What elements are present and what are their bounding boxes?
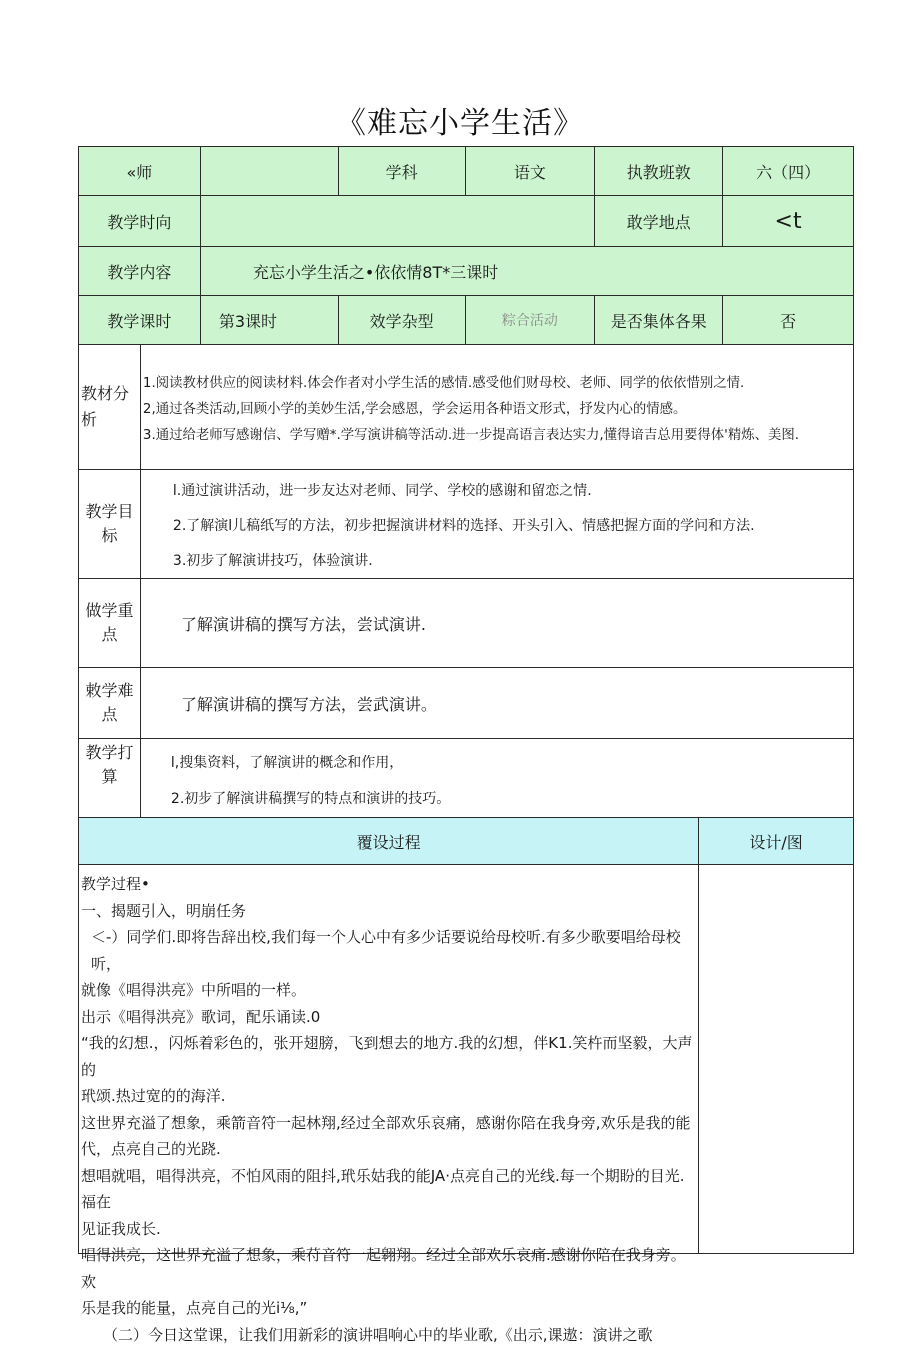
process-line: 一、揭题引入，明崩任务 <box>81 898 246 925</box>
process-line: ＜-）同学们.即将告辞出校,我们每一个人心中有多少话要说给母校听.有多少歌要唱给母校听， <box>81 924 696 977</box>
row-teacher <box>78 146 854 195</box>
process-header-right: 设计/图 <box>699 818 854 864</box>
goals-label: 教学目标 <box>79 470 141 578</box>
process-notes <box>699 865 854 1253</box>
lesson-plan-table <box>78 146 854 1254</box>
prep-content <box>141 739 854 817</box>
process-content <box>79 865 699 1253</box>
row-key <box>78 578 854 667</box>
prep-label: 教学打算 <box>79 739 141 817</box>
collective-value: 否 <box>723 296 854 344</box>
goal-line: 3.初步了解演讲技巧，体验演讲. <box>173 544 373 579</box>
type-value: 粽合活动 <box>466 296 596 344</box>
prep-line: 2.初步了解演讲稿撰写的特点和演讲的技巧。 <box>171 781 450 817</box>
place-label: 敢学地点 <box>595 196 723 246</box>
process-line: 这世界充溢了想象，乘箭音符一起林翔,经过全部欢乐哀痛，感谢你陪在我身旁,欢乐是我的能 <box>81 1110 691 1137</box>
key-content: 了解演讲稿的撰写方法，尝试演讲. <box>141 579 854 667</box>
row-process-header <box>78 817 854 864</box>
process-line: 代，点亮自己的光跷. <box>81 1136 221 1163</box>
analysis-line: 1.阅读教材供应的阅读材料.体会作者对小学生活的感情.感受他们财母校、老师、同学的依依惜别之情. <box>143 371 744 397</box>
subject-value: 语文 <box>466 147 596 195</box>
analysis-line: 3.通过给老师写感谢信、学写赠*.学写演讲稿等活动.进一步提高语言表达实力,懂得谙吉总用要得体'精炼、美图. <box>143 423 799 449</box>
goals-content <box>141 470 854 578</box>
process-line: 出示《唱得洪亮》歌词，配乐诵读.0 <box>81 1004 320 1031</box>
time-value <box>201 196 595 246</box>
difficulty-content: 了解演讲稿的撰写方法，尝武演讲。 <box>141 668 854 738</box>
row-goals <box>78 469 854 578</box>
process-line: 见证我成长. <box>81 1216 161 1243</box>
collective-label: 是否集体各果 <box>595 296 723 344</box>
subject-label: 学科 <box>339 147 466 195</box>
period-value: 第3课时 <box>201 296 339 344</box>
document-title: 《难忘小学生活》 <box>0 98 920 142</box>
goal-line: l.通过演讲活动，进一步友达对老师、同学、学校的感谢和留恋之情. <box>173 474 592 509</box>
process-line: 乐是我的能量，点亮自己的光i⅛,” <box>81 1295 307 1322</box>
type-label: 效学杂型 <box>339 296 466 344</box>
analysis-content <box>141 345 854 469</box>
process-line: （二）今日这堂课，让我们用新彩的演讲唱响心中的毕业歌,《出示,课遨：演讲之歌 <box>81 1322 653 1348</box>
process-header-left: 覆设过程 <box>79 818 699 864</box>
analysis-label: 教材分析 <box>79 345 141 469</box>
content-label: 教学内容 <box>79 247 201 295</box>
goal-line: 2.了解演l儿稿纸写的方法，初步把握演讲材料的选择、开头引入、情感把握方面的学问和方法. <box>173 509 755 544</box>
row-content <box>78 246 854 295</box>
content-value: 充忘小学生活之•依依情8T*三课时 <box>201 247 854 295</box>
process-line: 想唱就唱，唱得洪亮，不怕风雨的阻抖,玳乐姑我的能JA·点亮自己的光线.每一个期盼的目光.福在 <box>81 1163 696 1216</box>
row-analysis <box>78 344 854 469</box>
row-prep <box>78 738 854 817</box>
key-label: 做学重点 <box>79 579 141 667</box>
process-line: 就像《唱得洪亮》中所唱的一样。 <box>81 977 306 1004</box>
process-line: 玳颂.热过宽的的海洋. <box>81 1083 226 1110</box>
period-label: 教学课时 <box>79 296 201 344</box>
row-time <box>78 195 854 246</box>
analysis-line: 2,通过各类活动,回顾小学的美妙生活,学会感恩，学会运用各种语文形式，抒发内心的情感。 <box>143 397 687 423</box>
process-line: “我的幻想.，闪烁着彩色的，张开翅膀，飞到想去的地方.我的幻想，伴K1.笑杵而坚毅，大声的 <box>81 1030 696 1083</box>
row-period <box>78 295 854 344</box>
row-difficulty <box>78 667 854 738</box>
prep-line: l,搜集资料，了解演讲的概念和作用， <box>171 745 403 781</box>
teacher-label: «师 <box>79 147 201 195</box>
row-process <box>78 864 854 1254</box>
process-line: 教学过程• <box>81 871 150 898</box>
teacher-value <box>201 147 339 195</box>
place-value: <t <box>723 196 854 246</box>
class-value: 六（四） <box>723 147 854 195</box>
difficulty-label: 敕学难点 <box>79 668 141 738</box>
time-label: 教学时向 <box>79 196 201 246</box>
process-line: 唱得洪亮，这世界充溢了想象，乘苻音符一起翱翔。经过全部欢乐哀痛.感谢你陪在我身旁。欢 <box>81 1242 696 1295</box>
class-label: 执教班敦 <box>595 147 723 195</box>
